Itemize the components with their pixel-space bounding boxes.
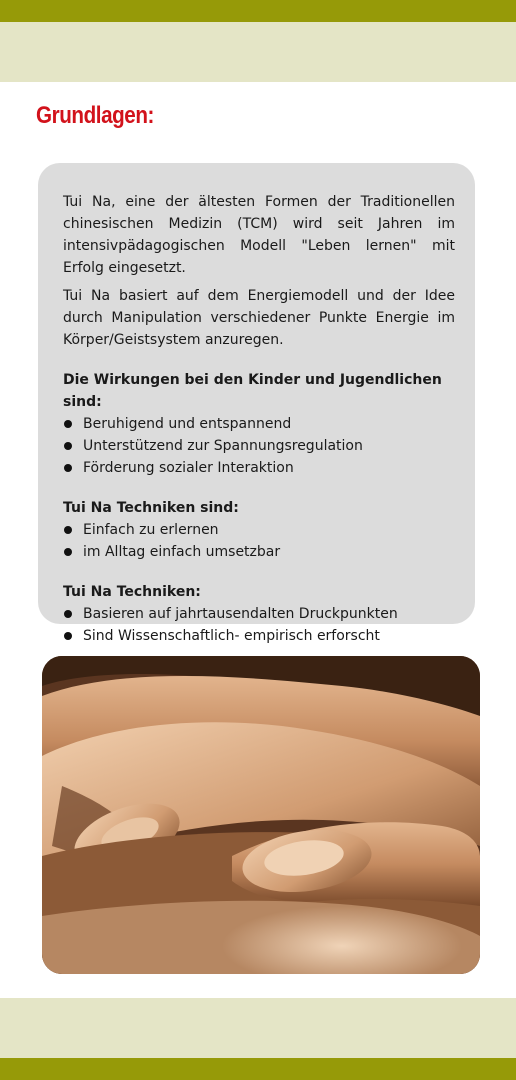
list-item: im Alltag einfach umsetzbar [63, 541, 455, 563]
list-item: Beruhigend und entspannend [63, 413, 455, 435]
bottom-footer-band [0, 998, 516, 1058]
bullet-icon [64, 632, 72, 640]
bullet-icon [64, 464, 72, 472]
bullet-icon [64, 420, 72, 428]
bottom-accent-bar [0, 1058, 516, 1080]
section-heading-techniken-sind: Tui Na Techniken sind: [63, 500, 239, 516]
hands-massage-photo [42, 656, 480, 974]
list-item: Sind Wissenschaftlich- empirisch erforscht [63, 625, 455, 647]
list-item: Unterstützend zur Spannungsregulation [63, 435, 455, 457]
bullet-icon [64, 442, 72, 450]
info-card [38, 163, 475, 644]
list-item: Einfach zu erlernen [63, 519, 455, 541]
list-techniken [63, 603, 455, 647]
section-heading-wirkungen: Die Wirkungen bei den Kinder und Jugendlichen sind: [63, 372, 442, 410]
list-item: Förderung sozialer Interaktion [63, 457, 455, 479]
list-item: Basieren auf jahrtausendalten Druckpunkten [63, 603, 455, 625]
bullet-icon [64, 610, 72, 618]
top-header-band [0, 22, 516, 82]
top-accent-bar [0, 0, 516, 22]
list-techniken-sind [63, 519, 455, 563]
bullet-icon [64, 526, 72, 534]
list-wirkungen [63, 413, 455, 479]
page-title: Grundlagen: [36, 102, 154, 129]
bullet-icon [64, 548, 72, 556]
intro-paragraph-1: Tui Na, eine der ältesten Formen der Traditionellen chinesischen Medizin (TCM) wird seit Jahren im intensivpädagogischen Modell "Leben lernen" mit Erfolg eingesetzt. [63, 194, 455, 276]
section-heading-techniken: Tui Na Techniken: [63, 584, 201, 600]
hands-illustration [42, 656, 480, 974]
intro-paragraph-2: Tui Na basiert auf dem Energiemodell und der Idee durch Manipulation verschiedener Punkte Energie im Körper/Geistsystem anzuregen. [63, 288, 455, 348]
